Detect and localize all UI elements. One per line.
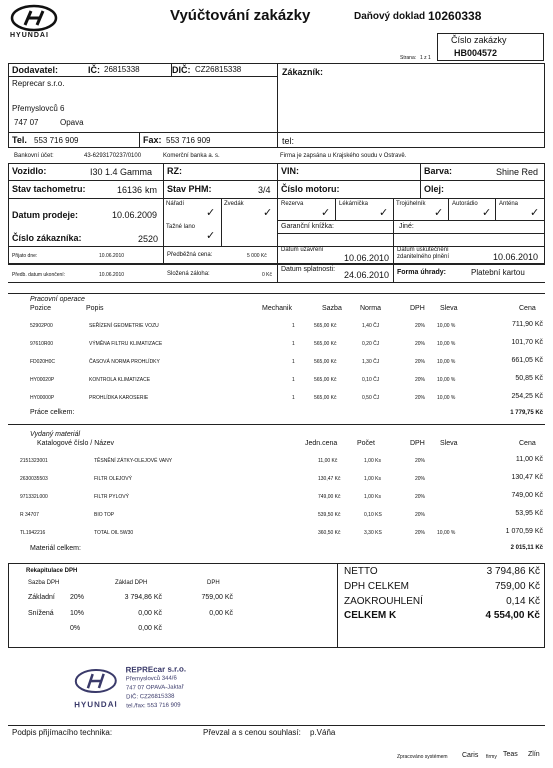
supplier-label: Dodavatel:: [12, 65, 59, 75]
page-label: Strana:: [400, 55, 417, 61]
antena-check-icon: ✓: [530, 207, 540, 219]
work-mech: 1: [292, 323, 295, 329]
zvedak-check-icon: ✓: [263, 207, 273, 219]
customer-tel-label: tel:: [282, 136, 295, 146]
splatnost-value: 24.06.2010: [344, 270, 390, 280]
garancni-label: Garanční knížka:: [281, 223, 334, 230]
work-col-dph: DPH: [410, 305, 425, 312]
work-sleva: 10,00 %: [437, 377, 456, 383]
dic-label: DIČ:: [172, 65, 191, 75]
lekarnicka-check-icon: ✓: [379, 207, 389, 219]
netto-label: NETTO: [344, 566, 378, 577]
material-name: FILTR PYLOVÝ: [94, 494, 129, 500]
material-code: 2151323001: [20, 458, 48, 464]
tach-value: 16136: [117, 185, 143, 195]
work-col-mechanik: Mechanik: [262, 305, 292, 312]
material-code: R 34707: [20, 512, 39, 518]
ic-value: 26815338: [104, 65, 140, 74]
recap-zaklad: 3 794,86 Kč: [124, 594, 162, 601]
work-cena: 711,90 Kč: [511, 321, 543, 328]
predb-ukonceni-value: 10.06.2010: [99, 272, 125, 278]
netto-value: 3 794,86 Kč: [486, 566, 540, 577]
stamp-city: 747 07 OPAVA-Jaktař: [125, 684, 184, 692]
table-row: [0, 337, 553, 355]
recap-dph: 0,00 Kč: [209, 610, 233, 617]
work-col-norma: Norma: [360, 305, 382, 312]
autoradio-label: Autorádio: [452, 201, 478, 207]
trojuhelnik-label: Trojúhelník: [396, 201, 426, 207]
antena-label: Anténa: [499, 201, 519, 207]
work-col-popis: Popis: [86, 305, 104, 312]
material-cena: 53,95 Kč: [515, 510, 543, 517]
motor-label: Číslo motoru:: [281, 184, 340, 194]
material-cena: 1 070,59 Kč: [505, 528, 543, 535]
document-title: Vyúčtování zakázky: [170, 7, 311, 24]
work-cena: 50,85 Kč: [515, 375, 543, 382]
zaokrouhleni-value: 0,14 Kč: [506, 596, 540, 607]
predb-cena-value: 5 000 Kč: [247, 253, 267, 259]
tach-unit: km: [145, 185, 157, 195]
phm-label: Stav PHM:: [167, 184, 212, 194]
material-cena: 130,47 Kč: [511, 474, 543, 481]
work-col-sazba: Sazba: [322, 305, 342, 312]
tel-label: Tel.: [12, 135, 27, 145]
customer-label: Zákazník:: [282, 67, 324, 77]
recap-zaklad: 0,00 Kč: [138, 610, 162, 617]
work-sazba: 565,00 Kč: [314, 341, 337, 347]
work-dph: 20%: [415, 359, 426, 365]
table-row: [0, 373, 553, 391]
material-col-cena: Cena: [519, 440, 536, 447]
fax-label: Fax:: [143, 135, 162, 145]
zaokrouhleni-label: ZAOKROUHLENÍ: [344, 596, 423, 607]
work-code: HY00000P: [30, 395, 55, 401]
work-norma: 1,30 ČJ: [362, 359, 380, 365]
firm-name: Teas: [503, 751, 518, 758]
work-total-value: 1 779,75 Kč: [510, 410, 543, 416]
software-label: Zpracováno systémem: [397, 754, 448, 760]
jine-label: Jiné:: [399, 223, 414, 230]
material-dph: 20%: [415, 530, 426, 536]
recap-label: Snížená: [28, 610, 54, 617]
work-sleva: 10,00 %: [437, 359, 456, 365]
supplier-name: Reprecar s.r.o.: [12, 79, 65, 88]
dic-value: CZ26815338: [195, 65, 242, 74]
work-mech: 1: [292, 341, 295, 347]
ic-label: IČ:: [88, 65, 100, 75]
material-col-jedn: Jedn.cena: [305, 440, 338, 447]
nafadi-check-icon: ✓: [206, 207, 216, 219]
predb-cena-label: Předběžná cena:: [167, 252, 213, 258]
work-code: 97610R00: [30, 341, 54, 347]
datum-prodeje-value: 10.06.2009: [112, 210, 158, 220]
supplier-street: Přemyslovců 6: [12, 104, 65, 113]
material-col-katalog: Katalogové číslo / Název: [37, 440, 115, 447]
material-dph: 20%: [415, 458, 426, 464]
work-desc: VÝMĚNA FILTRU KLIMATIZACE: [89, 341, 163, 347]
work-norma: 0,10 ČJ: [362, 377, 380, 383]
material-dph: 20%: [415, 494, 426, 500]
material-jedn: 130,47 Kč: [318, 476, 341, 482]
work-cena: 101,70 Kč: [511, 339, 543, 346]
podpis-label: Podpis přijímacího technika:: [12, 728, 113, 737]
material-name: TOTAL OIL 5W30: [94, 530, 134, 536]
table-row: [0, 454, 553, 472]
rezerva-check-icon: ✓: [321, 207, 331, 219]
uzavreni-label: Datum uzavření: [281, 247, 324, 253]
prevzal-label: Převzal a s cenou souhlasí:: [203, 728, 301, 737]
work-desc: KONTROLA KLIMATIZACE: [89, 377, 151, 383]
material-jedn: 539,50 Kč: [318, 512, 341, 518]
olej-label: Olej:: [424, 184, 445, 194]
material-jedn: 749,00 Kč: [318, 494, 341, 500]
recap-col-zaklad: Základ DPH: [115, 580, 148, 586]
vozidlo-value: I30 1.4 Gamma: [90, 167, 153, 177]
supplier-city: Opava: [60, 118, 84, 127]
firm-label: firmy: [486, 754, 497, 760]
zaloha-value: 0 Kč: [262, 272, 273, 278]
recap-title: Rekapitulace DPH: [26, 568, 78, 574]
order-number-box: [437, 33, 544, 61]
celkem-label: CELKEM K: [344, 610, 397, 621]
material-pocet: 1,00 Ks: [364, 476, 381, 482]
work-section-title: Pracovní operace: [30, 296, 85, 303]
work-norma: 0,20 ČJ: [362, 341, 380, 347]
material-pocet: 1,00 Ks: [364, 458, 381, 464]
work-cena: 661,05 Kč: [511, 357, 543, 364]
datum-prodeje-label: Datum prodeje:: [12, 210, 79, 220]
material-name: BIO TOP: [94, 512, 115, 518]
work-col-sleva: Sleva: [440, 305, 458, 312]
barva-value: Shine Red: [496, 167, 539, 177]
fax-value: 553 716 909: [166, 136, 211, 145]
stamp-street: Přemyslovců 344/6: [125, 675, 177, 683]
material-pocet: 1,00 Ks: [364, 494, 381, 500]
company-stamp: [69, 661, 240, 724]
registry-note: Firma je zapsána u Krajského soudu v Ostravě.: [280, 153, 407, 159]
rezerva-label: Rezerva: [281, 201, 304, 207]
predb-ukonceni-label: Předb. datum ukončení:: [12, 272, 66, 278]
table-row: [0, 508, 553, 526]
material-jedn: 11,00 Kč: [318, 458, 338, 464]
tazne-label: Tažné lano: [166, 224, 196, 230]
work-sleva: 10,00 %: [437, 341, 456, 347]
lekarnicka-label: Lékárnička: [339, 201, 369, 207]
work-total-label: Práce celkem:: [30, 409, 75, 416]
work-mech: 1: [292, 359, 295, 365]
work-dph: 20%: [415, 395, 426, 401]
splatnost-label: Datum splatnosti:: [281, 266, 336, 273]
work-col-pozice: Pozice: [30, 305, 52, 312]
work-sazba: 565,00 Kč: [314, 359, 337, 365]
material-code: 2630035503: [20, 476, 48, 482]
nafadi-label: Nářadí: [166, 201, 185, 207]
recap-zaklad: 0,00 Kč: [138, 625, 162, 632]
recap-rate: 20%: [70, 594, 85, 601]
table-row: [0, 526, 553, 544]
dph-celkem-label: DPH CELKEM: [344, 581, 410, 592]
recap-label: Základní: [28, 594, 55, 601]
zakaznik-cislo-value: 2520: [138, 234, 159, 244]
material-name: TĚSNĚNÍ ZÁTKY-OLEJOVÉ VANY: [94, 458, 173, 464]
work-norma: 1,40 ČJ: [362, 323, 380, 329]
dph-celkem-value: 759,00 Kč: [494, 581, 540, 592]
plneni-label: Datum uskutečnění zdanitelného plnění: [397, 247, 450, 260]
material-col-dph: DPH: [410, 440, 425, 447]
table-row: [0, 610, 330, 625]
work-dph: 20%: [415, 323, 426, 329]
work-norma: 0,50 ČJ: [362, 395, 380, 401]
tach-label: Stav tachometru:: [12, 184, 86, 194]
table-row: [0, 355, 553, 373]
material-col-sleva: Sleva: [440, 440, 458, 447]
material-col-pocet: Počet: [357, 440, 375, 447]
material-pocet: 0,10 KS: [364, 512, 382, 518]
zvedak-label: Zvedák: [224, 201, 244, 207]
recap-dph: 759,00 Kč: [201, 594, 233, 601]
doc-label: Daňový doklad: [354, 11, 426, 22]
recap-rate: 10%: [70, 610, 85, 617]
work-col-cena: Cena: [519, 305, 536, 312]
stamp-dic: DIČ: CZ26815338: [126, 693, 175, 701]
work-code: FD020H0C: [30, 359, 56, 365]
table-row: [0, 391, 553, 409]
material-cena: 749,00 Kč: [511, 492, 543, 499]
stamp-hyundai-emblem-icon: [72, 667, 120, 696]
uhrada-value: Platební kartou: [471, 268, 525, 277]
work-sleva: 10,00 %: [437, 395, 456, 401]
work-sazba: 565,00 Kč: [314, 323, 337, 329]
hyundai-wordmark: HYUNDAI: [10, 32, 49, 39]
work-sazba: 565,00 Kč: [314, 395, 337, 401]
supplier-zip: 747 07: [14, 118, 39, 127]
table-row: [0, 625, 330, 640]
uzavreni-value: 10.06.2010: [344, 253, 390, 263]
material-name: FILTR OLEJOVÝ: [94, 476, 132, 482]
work-mech: 1: [292, 395, 295, 401]
material-dph: 20%: [415, 512, 426, 518]
material-cena: 11,00 Kč: [515, 456, 543, 463]
material-section-title: Vydaný materiál: [30, 431, 81, 438]
autoradio-check-icon: ✓: [482, 207, 492, 219]
celkem-value: 4 554,00 Kč: [485, 610, 540, 621]
hyundai-logo: [8, 4, 60, 44]
stamp-brand: HYUNDAI: [74, 699, 118, 710]
bank-account: 43-6293170237/0100: [84, 153, 142, 159]
zaloha-label: Složená záloha:: [167, 271, 210, 277]
work-desc: PROHLÍDKA KAROSERIE: [89, 395, 149, 401]
work-sleva: 10,00 %: [437, 323, 456, 329]
trojuhelnik-check-icon: ✓: [434, 207, 444, 219]
work-code: HY00020P: [30, 377, 55, 383]
work-code: 52902P00: [30, 323, 53, 329]
work-dph: 20%: [415, 341, 426, 347]
vin-label: VIN:: [281, 166, 299, 176]
material-total-value: 2 015,11 Kč: [510, 545, 543, 551]
uhrada-label: Forma úhrady:: [397, 269, 447, 276]
order-label: Číslo zakázky: [451, 35, 507, 45]
tazne-check-icon: ✓: [206, 230, 216, 242]
tel-value: 553 716 909: [34, 136, 79, 145]
software-name: Caris: [462, 752, 479, 759]
work-desc: ČASOVÁ NORMA PROHLÍDKY: [89, 359, 160, 365]
material-sleva: 10,00 %: [437, 530, 456, 536]
material-jedn: 360,50 Kč: [318, 530, 341, 536]
stamp-company: REPREcar s.r.o.: [125, 664, 187, 675]
work-desc: SEŘÍZENÍ GEOMETRIE VOZU: [89, 323, 159, 329]
bank-name: Komerční banka a. s.: [163, 153, 220, 159]
vozidlo-label: Vozidlo:: [12, 166, 47, 176]
work-cena: 254,25 Kč: [511, 393, 543, 400]
work-dph: 20%: [415, 377, 426, 383]
prijato-label: Přijato dne:: [12, 253, 38, 259]
material-dph: 20%: [415, 476, 426, 482]
recap-col-dph: DPH: [207, 580, 220, 586]
firm-city: Zlín: [528, 751, 540, 758]
material-code: 971332L000: [20, 494, 48, 500]
recap-rate: 0%: [70, 625, 81, 632]
table-row: [0, 594, 330, 609]
work-sazba: 565,00 Kč: [314, 377, 337, 383]
bank-label: Bankovní účet:: [14, 153, 54, 159]
hyundai-emblem-icon: [8, 4, 60, 32]
material-total-label: Materiál celkem:: [30, 545, 81, 552]
barva-label: Barva:: [424, 166, 453, 176]
phm-value: 3/4: [258, 185, 271, 195]
rz-label: RZ:: [167, 166, 182, 176]
doc-number: 10260338: [428, 9, 482, 23]
order-value: HB004572: [454, 48, 498, 58]
prijato-value: 10.06.2010: [99, 253, 125, 259]
material-pocet: 3,30 KS: [364, 530, 382, 536]
recap-col-sazba: Sazba DPH: [28, 580, 60, 586]
stamp-tel: tel./fax: 553 716 909: [126, 702, 181, 710]
work-mech: 1: [292, 377, 295, 383]
plneni-value: 10.06.2010: [493, 252, 539, 262]
table-row: [0, 319, 553, 337]
table-row: [0, 472, 553, 490]
material-code: TL1942216: [20, 530, 46, 536]
prevzal-value: p.Váňa: [310, 728, 336, 737]
zakaznik-cislo-label: Číslo zákazníka:: [12, 233, 82, 243]
table-row: [0, 490, 553, 508]
page-value: 1 z 1: [420, 55, 431, 61]
